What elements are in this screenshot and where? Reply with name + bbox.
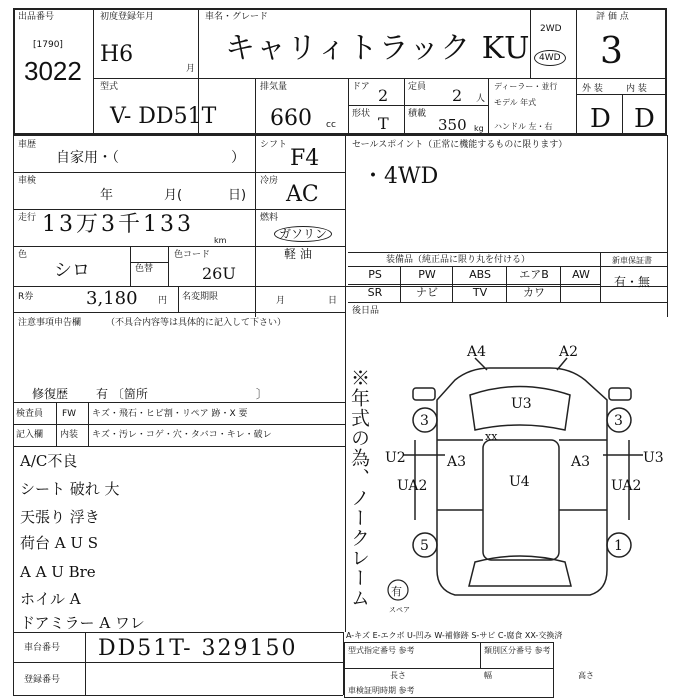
sales-point-text: ・4WD	[362, 164, 439, 189]
recycle-unit: 円	[158, 296, 168, 306]
height-label: 高さ	[578, 671, 594, 680]
color-value: シロ	[54, 260, 90, 281]
type-cert-label: 型式指定番号 参考	[348, 646, 415, 655]
handle-label: ハンドル 左・右	[494, 122, 553, 131]
shaken-month: 月(	[164, 188, 183, 203]
ac-label: 冷房	[260, 176, 279, 186]
exterior-grade: D	[590, 104, 611, 134]
load-value: 350	[438, 116, 467, 134]
note-line-5: A A U Bre	[20, 563, 96, 581]
corner-front-right: 3	[614, 413, 623, 429]
chassis-label: 車台番号	[24, 643, 61, 653]
equipment-label: 装備品（純正品に限り丸を付ける）	[386, 255, 531, 265]
notes-sub-label: （不具合内容等は具体的に記入して下さい）	[106, 318, 287, 328]
grade-value: 3	[600, 31, 623, 72]
mark-ua2-left: UA2	[397, 478, 428, 494]
sales-point-label: セールスポイント（正常に機能するものに限ります）	[352, 140, 568, 150]
fuel-light-oil: 軽 油	[284, 247, 312, 261]
equip-sr: SR	[367, 286, 383, 299]
grade-label: 評 価 点	[596, 12, 629, 22]
warranty-label: 新車保証書	[612, 256, 652, 265]
mark-u3-front: U3	[511, 396, 532, 412]
note-line-4: 荷台 A U S	[20, 534, 99, 552]
repair-value: 有 〔箇所 〕	[96, 387, 268, 401]
shaken-day: 日)	[228, 188, 247, 203]
fuel-label: 燃料	[260, 213, 279, 223]
fw-items: キズ・飛石・ヒビ割・リペア 跡・X 要	[92, 409, 248, 419]
ac-value: AC	[286, 182, 319, 207]
fuel-gasoline: ガソリン	[274, 226, 332, 242]
drive-2wd: 2WD	[540, 24, 562, 34]
equip-ps: PS	[368, 268, 382, 281]
capacity-value: 2	[452, 86, 463, 105]
damage-legend: A-キズ E-エクボ U-凹み W-補修跡 S-サビ C-腐食 XX-交換済	[346, 631, 563, 640]
mark-u3-right: U3	[643, 450, 664, 466]
displacement-value: 660	[270, 106, 312, 131]
dealer-label: ディーラー・並行	[494, 82, 558, 91]
car-name-label: 車名・グレード	[205, 12, 269, 22]
shaken-year: 年	[100, 188, 114, 203]
rear-items-label: 後日品	[352, 306, 380, 316]
note-line-7: ドアミラー A ワレ	[20, 614, 145, 632]
mark-u4: U4	[509, 474, 530, 490]
load-unit: kg	[474, 124, 484, 133]
inspector-label: 検査員	[16, 409, 44, 419]
first-reg-year: H6	[100, 42, 134, 67]
name-change-month: 月	[276, 296, 286, 306]
recycle-amount: 3,180	[86, 288, 138, 309]
model-label: 型式	[100, 82, 119, 92]
shape-value: T	[378, 114, 389, 133]
recycle-label: R券	[18, 292, 34, 302]
equip-leather: カワ	[523, 286, 545, 299]
load-label: 積載	[408, 109, 427, 119]
lot-code: [1790]	[33, 40, 63, 50]
lot-no-label: 出品番号	[18, 12, 55, 22]
mark-a2: A2	[559, 344, 579, 360]
mark-a3-right: A3	[571, 454, 591, 470]
note-line-1: A/C不良	[20, 452, 78, 470]
drive-4wd: 4WD	[534, 50, 566, 66]
equip-airbag: エアB	[519, 268, 549, 281]
color-code-value: 26U	[202, 264, 236, 283]
shift-label: シフト	[260, 140, 288, 150]
mark-a3-left: A3	[447, 454, 467, 470]
model-year-label: モデル 年式	[494, 98, 537, 107]
note-line-3: 天張り 浮き	[20, 508, 100, 526]
mark-ua2-right: UA2	[611, 478, 642, 494]
equip-pw: PW	[418, 268, 436, 281]
first-reg-label: 初度登録年月	[100, 12, 155, 22]
shift-value: F4	[290, 146, 320, 171]
color-change-label: 色替	[135, 264, 154, 274]
color-label: 色	[18, 250, 28, 260]
note-line-6: ホイル A	[20, 590, 81, 608]
warranty-options: 有・無	[614, 275, 651, 289]
spare-mark-sub: スペア	[389, 606, 410, 614]
model-value: V- DD51T	[110, 104, 217, 129]
mileage-value: 13万3千133	[42, 212, 194, 237]
shaken-label: 車検	[18, 176, 37, 186]
displacement-unit: cc	[326, 120, 336, 130]
color-code-label: 色コード	[174, 250, 211, 260]
chassis-number: DD51T- 329150	[98, 636, 298, 661]
no-claim-note: ※年式の為、ノークレーム	[348, 368, 370, 608]
corner-rear-right: 1	[614, 538, 623, 554]
interior-check-label: 内装	[60, 430, 79, 440]
exterior-label: 外 装	[582, 84, 603, 94]
capacity-label: 定員	[408, 82, 427, 92]
repair-label: 修復歴	[32, 387, 69, 401]
equip-navi: ナビ	[416, 286, 438, 299]
corner-front-left: 3	[420, 413, 429, 429]
mileage-unit: km	[214, 236, 227, 245]
name-change-label: 名変期限	[182, 292, 219, 302]
width-label: 幅	[484, 671, 492, 680]
history-value: 自家用・（ ）	[56, 150, 245, 166]
class-label: 類別区分番号 参考	[484, 646, 551, 655]
equip-aw: AW	[572, 268, 590, 281]
shape-label: 形状	[352, 109, 371, 119]
entry-label: 記入欄	[16, 430, 44, 440]
interior-check-items: キズ・汚レ・コゲ・穴・タバコ・キレ・破レ	[92, 430, 272, 440]
fw-label: FW	[62, 409, 77, 419]
reg-label: 登録番号	[24, 675, 61, 685]
capacity-unit: 人	[476, 94, 486, 104]
mark-a4: A4	[467, 344, 487, 360]
mark-xx: xx	[485, 430, 498, 443]
lot-number: 3022	[24, 56, 82, 86]
first-reg-month-unit: 月	[186, 64, 196, 74]
spare-mark: 有	[391, 585, 402, 598]
notes-label: 注意事項申告欄	[18, 318, 82, 328]
length-label: 長さ	[390, 671, 406, 680]
name-change-day: 日	[328, 296, 338, 306]
history-label: 車歴	[18, 140, 37, 150]
corner-rear-left: 5	[420, 538, 429, 554]
doors-value: 2	[378, 86, 389, 105]
equip-tv: TV	[472, 286, 488, 299]
interior-label: 内 装	[626, 84, 647, 94]
cert-time-label: 車検証明時期 参考	[348, 686, 415, 695]
car-damage-diagram	[375, 340, 675, 620]
doors-label: ドア	[352, 82, 370, 92]
car-name: キャリィトラック KU	[225, 31, 531, 66]
mark-u2: U2	[385, 450, 406, 466]
displacement-label: 排気量	[260, 82, 288, 92]
mileage-label: 走行	[18, 213, 37, 223]
interior-grade: D	[634, 104, 655, 134]
equip-abs: ABS	[469, 268, 491, 281]
note-line-2: シート 破れ 大	[20, 480, 120, 498]
